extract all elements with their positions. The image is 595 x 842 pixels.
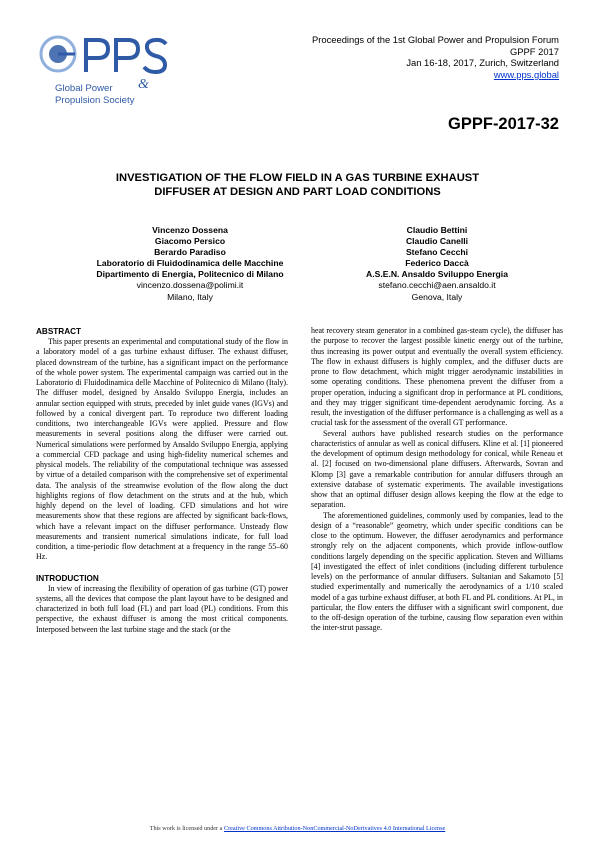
introduction-paragraph-1-cont: heat recovery steam generator in a combined gas-steam cycle), the diffuser has the purpose to recover the largest possible kinetic energy out of the turbine, thus increasing its power output and eventually the overall system efficiency. The flow in exhaust diffusers is highly complex, and the diffuser ducts are prone to flow detachment, which might trigger aerodynamic instabilities in some operating conditions. These phenomena prevent the diffuser from a proper operation, inducing a significant drop in performance at PL conditions, and they may trigger significant time-dependent aerodynamic forcing. As a result, the investigation of the diffuser performance is a challenging as well as a crucial task for the assessment of the overall GT performance.	[311, 326, 563, 428]
authors-left	[56, 225, 324, 303]
author-email: stefano.cecchi@aen.ansaldo.it	[378, 280, 496, 291]
author-affiliation: A.S.E.N. Ansaldo Sviluppo Energia	[366, 269, 508, 280]
author-name: Giacomo Persico	[154, 236, 226, 247]
author-name: Vincenzo Dossena	[152, 225, 228, 235]
license-link[interactable]: Creative Commons Attribution-NonCommercial-NoDerivatives 4.0 International License	[223, 825, 446, 832]
introduction-heading: INTRODUCTION	[36, 573, 99, 583]
abstract-text: This paper presents an experimental and computational study of the flow in a laboratory model of a gas turbine exhaust diffuser. The exhaust diffuser, placed downstream of the turbine, has a significant impact on the performance of the whole power system. The experimental campaign was carried out in the Laboratorio di Fluidodinamica delle Macchine of Politecnico di Milano (Italy). The diffuser model, designed by Ansaldo Sviluppo Energia, includes an annular section equipped with struts, preceded by inlet guide vanes (IGVs) and followed by a conical divergent part. To reproduce two different loading conditions, two interchangeable IGVs were applied. Pressure and flow measurements in several positions along the diffuser were carried out. Numerical simulations were performed by Ansaldo Sviluppo Energia, applying a commercial CFD package and using high-fidelity numerical schemes and physical models. The reliability of the computational technique was assessed by virtue of a detailed comparison with the comprehensive set of experimental data. The analysis of the streamwise evolution of the flow along the duct highlights regions of flow detachment on the struts and at the hub, which highly depend on the level of loading. CFD simulations and hot wire measurements show that these regions are affected by significant back-flows, which have a relevant impact on the diffuser performance. Unsteady flow measurements and transient numerical simulations indicate, for full load condition, a time-periodic flow detachment at a frequency in the range 55–60 Hz.	[36, 337, 288, 562]
author-name: Claudio Bettini	[406, 225, 468, 235]
author-name: Stefano Cecchi	[405, 247, 469, 258]
paper-title-line-1: INVESTIGATION OF THE FLOW FIELD IN A GAS TURBINE EXHAUST	[115, 172, 480, 184]
proceedings-header	[312, 34, 559, 80]
author-email: vincenzo.dossena@polimi.it	[136, 280, 244, 291]
author-affiliation: Laboratorio di Fluidodinamica delle Macchine	[96, 258, 284, 269]
license-footer	[0, 825, 595, 832]
author-name: Claudio Canelli	[405, 236, 469, 247]
body-column-left	[36, 326, 288, 635]
author-city: Genova, Italy	[411, 291, 463, 302]
forum-url-link[interactable]: www.pps.global	[493, 68, 559, 80]
paper-title-line-2: DIFFUSER AT DESIGN AND PART LOAD CONDITIONS	[154, 185, 441, 198]
license-prefix: This work is licensed under a	[149, 825, 224, 832]
proceedings-title: Proceedings of the 1st Global Power and Propulsion Forum	[311, 34, 559, 45]
gpps-logo	[36, 30, 176, 108]
event-name: GPPF 2017	[510, 45, 559, 57]
logo-ampersand: &	[138, 77, 149, 92]
introduction-paragraph-3: The aforementioned guidelines, commonly used by companies, lead to the design of a “reasonable” geometry, which under specific conditions can be close to the optimum. However, the diffuser aerodynamics and performance strongly rely on the adjacent components, which provide inflow-outflow conditions largely depending on the specific application. Steven and Williams [4] investigated the effect of inlet conditions (including different turbulence levels) on the performance of annular diffusers. Sultanian and Sakamoto [5] studied experimentally and numerically the aerodynamics of a 1/10 scaled model of a gas turbine exhaust diffuser, at both FL and PL conditions. At PL, in particular, the flow enters the diffuser with a significant swirl component, due to the off-design operation of the turbine, causing flow separation even within the inter-strut passage.	[311, 510, 563, 633]
event-dates: Jan 16-18, 2017, Zurich, Switzerland	[406, 57, 559, 69]
abstract-heading: ABSTRACT	[36, 327, 82, 336]
authors-right	[318, 225, 556, 303]
introduction-paragraph-2: Several authors have published research studies on the performance characteristics of annular as well as conical diffusers. Kline et al. [1] pioneered the development of optimum design methodology for conical, while Reneau et al. [2] focused on two-dimensional plane diffusers. Afterwards, Sovran and Klomp [3] gave a remarkable contribution for annular diffusers through an extensive database of systematic experiments. The available investigations show that an optimal diffuser design allows keeping the flow at the edge to separation.	[311, 428, 563, 510]
logo-line-1: Global Power	[55, 83, 113, 94]
paper-id: GPPF-2017-32	[448, 115, 559, 133]
introduction-paragraph-1: In view of increasing the flexibility of operation of gas turbine (GT) power systems, all the devices that compose the plant layout have to be designed and characterized in both full load (FL) and part load (PL) conditions. From this perspective, the exhaust diffuser is among the most critical components. Interposed between the last turbine stage and the stack (or the	[36, 583, 288, 634]
author-name: Federico Daccà	[405, 258, 469, 269]
author-affiliation: Dipartimento di Energia, Politecnico di Milano	[96, 269, 284, 280]
paper-title	[60, 172, 535, 199]
body-column-right	[311, 326, 563, 634]
author-name: Berardo Paradiso	[154, 247, 226, 258]
logo-line-2: Propulsion Society	[55, 95, 135, 106]
gpps-logo-mark	[36, 30, 176, 86]
author-city: Milano, Italy	[167, 291, 213, 302]
